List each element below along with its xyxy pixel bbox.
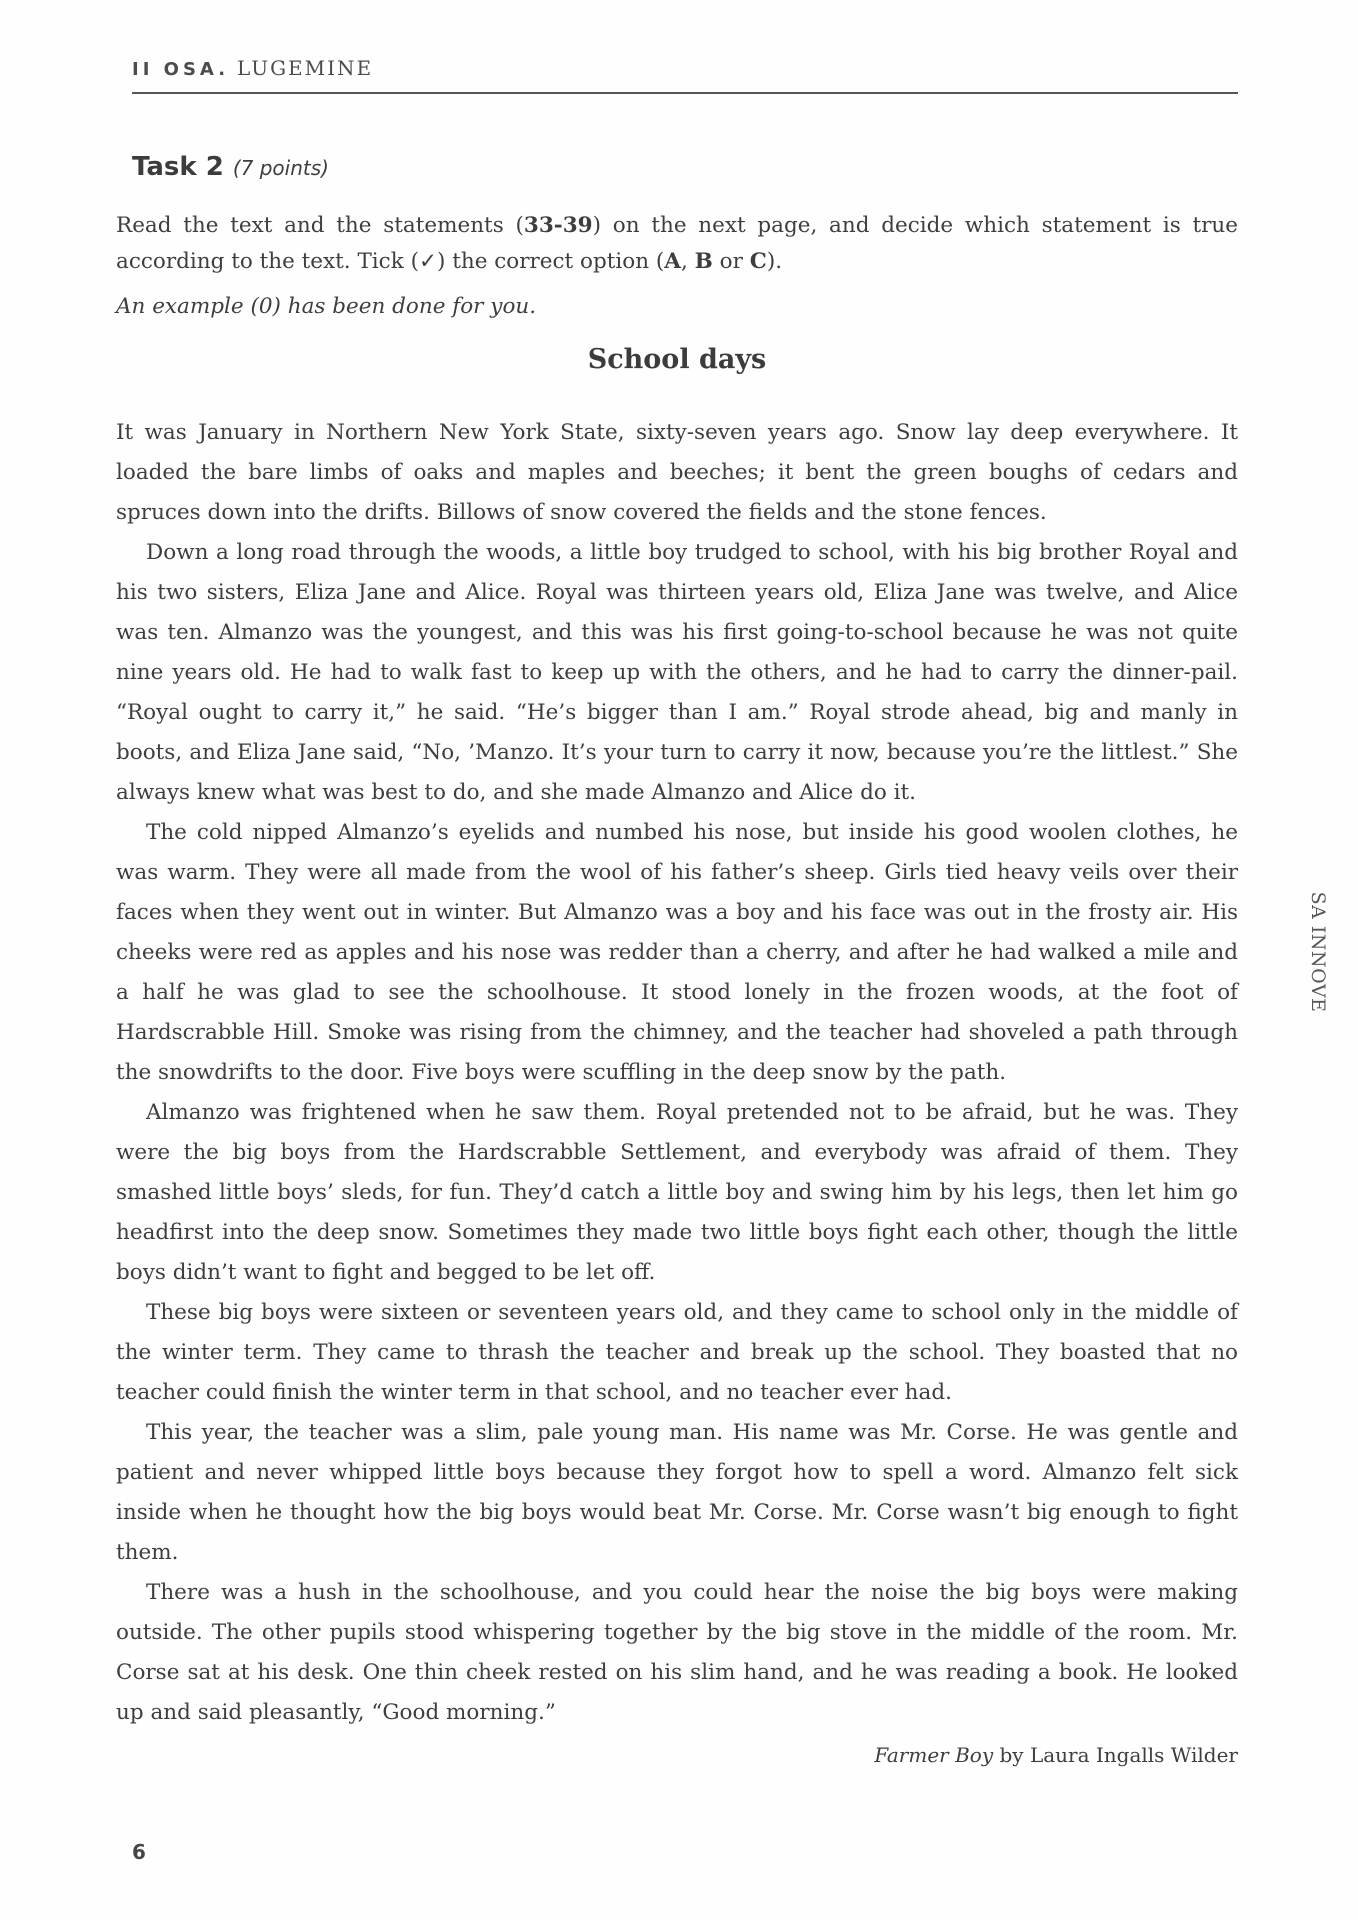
section-number: II OSA. <box>132 59 230 80</box>
example-note: An example (0) has been done for you. <box>116 294 537 319</box>
story-text <box>116 413 1238 1733</box>
instruction-text: ) on the next page, and decide which statement is true according to the text. Tick (✓) the correct option ( <box>116 213 1238 274</box>
story-paragraph: It was January in Northern New York State, sixty-seven years ago. Snow lay deep everywhere. It loaded the bare limbs of oaks and maples and beeches; it bent the green boughs of cedars and spruces down into the drifts. Billows of snow covered the fields and the stone fences. <box>116 420 1238 525</box>
story-title: School days <box>587 344 767 375</box>
story-paragraph: This year, the teacher was a slim, pale young man. His name was Mr. Corse. He was gentle and patient and never whipped little boys because they forgot how to spell a word. Almanzo felt sick inside when he thought how the big boys would beat Mr. Corse. Mr. Corse wasn’t big enough to fight them. <box>116 1420 1238 1565</box>
story-paragraph: These big boys were sixteen or seventeen years old, and they came to school only in the middle of the winter term. They came to thrash the teacher and break up the school. They boasted that no teacher could finish the winter term in that school, and no teacher ever had. <box>116 1300 1238 1405</box>
story-paragraph: The cold nipped Almanzo’s eyelids and numbed his nose, but inside his good woolen clothes, he was warm. They were all made from the wool of his father’s sheep. Girls tied heavy veils over their faces when they went out in winter. But Almanzo was a boy and his face was out in the frosty air. His cheeks were red as apples and his nose was redder than a cherry, and after he had walked a mile and a half he was glad to see the schoolhouse. It stood lonely in the frozen woods, at the foot of Hardscrabble Hill. Smoke was rising from the chimney, and the teacher had shoveled a path through the snowdrifts to the door. Five boys were scuffling in the deep snow by the path. <box>116 820 1238 1085</box>
statement-range: 33-39 <box>523 213 593 238</box>
instruction-text: Read the text and the statements ( <box>116 213 524 238</box>
task-points: (7 points) <box>232 156 329 180</box>
task-title: Task 2 <box>132 152 224 182</box>
publisher-watermark: SA INNOVE <box>1307 891 1329 1013</box>
task-heading <box>132 152 1238 182</box>
attribution <box>116 1741 1238 1769</box>
page-content <box>116 0 1238 1769</box>
story-paragraph: Down a long road through the woods, a little boy trudged to school, with his big brother Royal and his two sisters, Eliza Jane and Alice. Royal was thirteen years old, Eliza Jane was twelve, and Alice was ten. Almanzo was the youngest, and this was his first going-to-school because he was not quite nine years old. He had to walk fast to keep up with the others, and he had to carry the dinner-pail. “Royal ought to carry it,” he said. “He’s bigger than I am.” Royal strode ahead, big and manly in boots, and Eliza Jane said, “No, ’Manzo. It’s your turn to carry it now, because you’re the littlest.” She always knew what was best to do, and she made Almanzo and Alice do it. <box>116 540 1238 805</box>
story-paragraph: Almanzo was frightened when he saw them. Royal pretended not to be afraid, but he was. They were the big boys from the Hardscrabble Settlement, and everybody was afraid of them. They smashed little boys’ sleds, for fun. They’d catch a little boy and swing him by his legs, then let him go headfirst into the deep snow. Sometimes they made two little boys fight each other, though the little boys didn’t want to fight and begged to be let off. <box>116 1100 1238 1285</box>
attribution-author: by Laura Ingalls Wilder <box>993 1743 1238 1767</box>
option-c-label: C <box>749 249 767 274</box>
instruction-text: , <box>680 249 695 274</box>
story-paragraph: There was a hush in the schoolhouse, and you could hear the noise the big boys were making outside. The other pupils stood whispering together by the big stove in the middle of the room. Mr. Corse sat at his desk. One thin cheek rested on his slim hand, and he was reading a book. He looked up and said pleasantly, “Good morning.” <box>116 1580 1238 1725</box>
option-b-label: B <box>694 249 713 274</box>
attribution-book-title: Farmer Boy <box>874 1743 994 1767</box>
page-number: 6 <box>132 1840 146 1864</box>
option-a-label: A <box>664 249 681 274</box>
instruction-text: ). <box>766 249 783 274</box>
instruction-text: or <box>712 249 750 274</box>
section-title: LUGEMINE <box>237 56 374 80</box>
task-instructions <box>116 208 1238 280</box>
page-header <box>132 56 1238 80</box>
header-rule <box>132 92 1238 94</box>
